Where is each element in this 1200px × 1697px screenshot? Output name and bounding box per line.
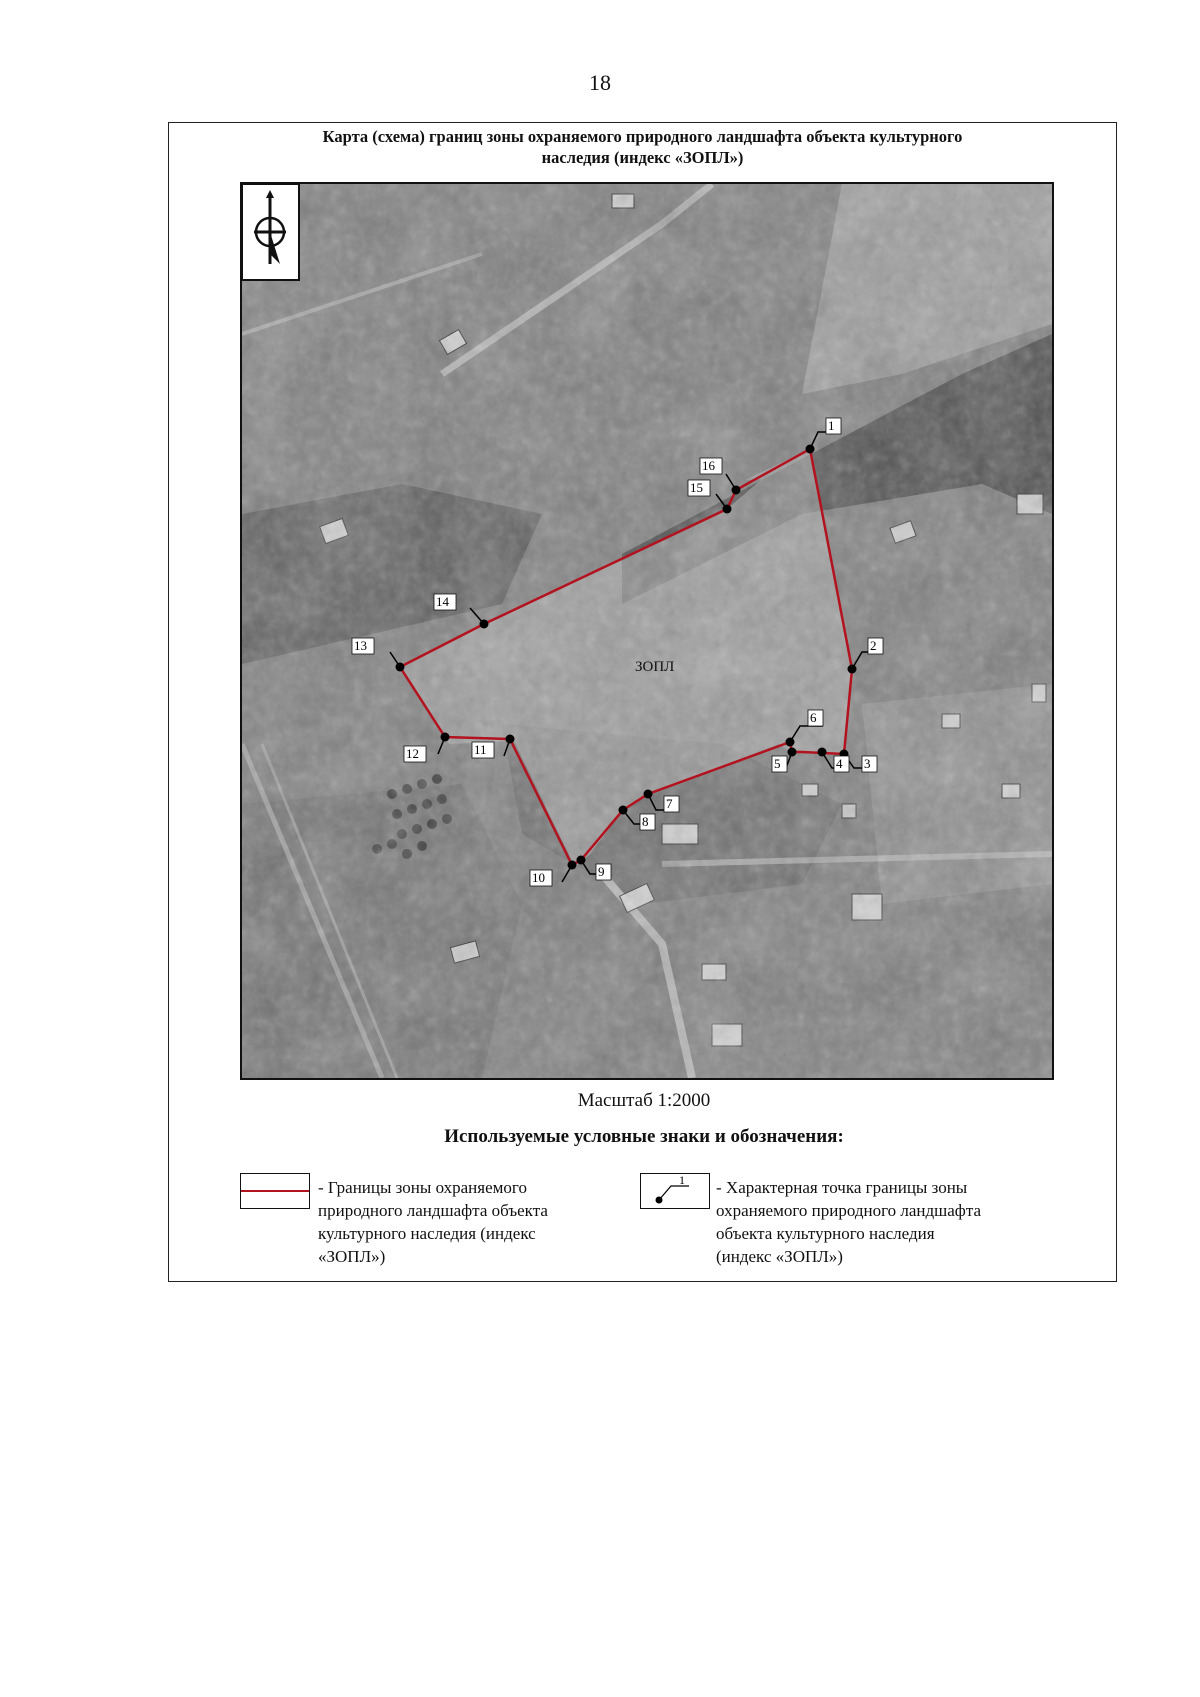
legend-point-line1: - Характерная точка границы зоны <box>716 1178 968 1197</box>
north-arrow-icon <box>242 184 299 280</box>
legend-point-text <box>716 1176 1066 1268</box>
boundary-point-label-14: 14 <box>436 594 449 609</box>
scale-label: Масштаб 1:2000 <box>577 1090 711 1111</box>
boundary-point-label-11: 11 <box>474 742 487 757</box>
legend-boundary-text <box>318 1176 618 1268</box>
legend-boundary-line2: природного ландшафта объекта <box>318 1201 548 1220</box>
boundary-point-label-8: 8 <box>642 814 649 829</box>
legend-point-line4: (индекс «ЗОПЛ») <box>716 1247 843 1266</box>
aerial-map[interactable] <box>240 182 1054 1080</box>
legend-point-number: 1 <box>679 1174 685 1187</box>
legend-point-symbol <box>640 1173 710 1209</box>
boundary-point-label-7: 7 <box>666 796 673 811</box>
boundary-point-label-10: 10 <box>532 870 545 885</box>
boundary-point-label-6: 6 <box>810 710 817 725</box>
boundary-point-label-1: 1 <box>828 418 835 433</box>
map-title <box>180 126 1105 168</box>
legend-point-line3: объекта культурного наследия <box>716 1224 935 1243</box>
legend-point-line2: охраняемого природного ландшафта <box>716 1201 982 1220</box>
boundary-point-label-3: 3 <box>864 756 871 771</box>
legend-boundary-line <box>241 1190 309 1192</box>
zone-label: ЗОПЛ <box>635 659 675 675</box>
boundary-point-label-12: 12 <box>406 746 419 761</box>
boundary-point-label-2: 2 <box>870 638 877 653</box>
boundary-point-label-13: 13 <box>354 638 367 653</box>
legend-title: Используемые условные знаки и обозначения: <box>444 1126 844 1147</box>
boundary-point-label-15: 15 <box>690 480 703 495</box>
map-title-line2: наследия (индекс «ЗОПЛ») <box>541 148 744 167</box>
boundary-point-label-5: 5 <box>774 756 781 771</box>
legend-boundary-line4: «ЗОПЛ») <box>318 1247 386 1266</box>
map-title-line1: Карта (схема) границ зоны охраняемого природного ландшафта объекта культурного <box>322 127 963 146</box>
legend-boundary-line3: культурного наследия (индекс <box>318 1224 536 1243</box>
page-number: 18 <box>589 70 611 95</box>
boundary-point-label-9: 9 <box>598 864 605 879</box>
boundary-point-label-4: 4 <box>836 756 843 771</box>
legend-boundary-line1: - Границы зоны охраняемого <box>318 1178 527 1197</box>
boundary-point-label-16: 16 <box>702 458 715 473</box>
legend-boundary-symbol <box>240 1173 310 1209</box>
